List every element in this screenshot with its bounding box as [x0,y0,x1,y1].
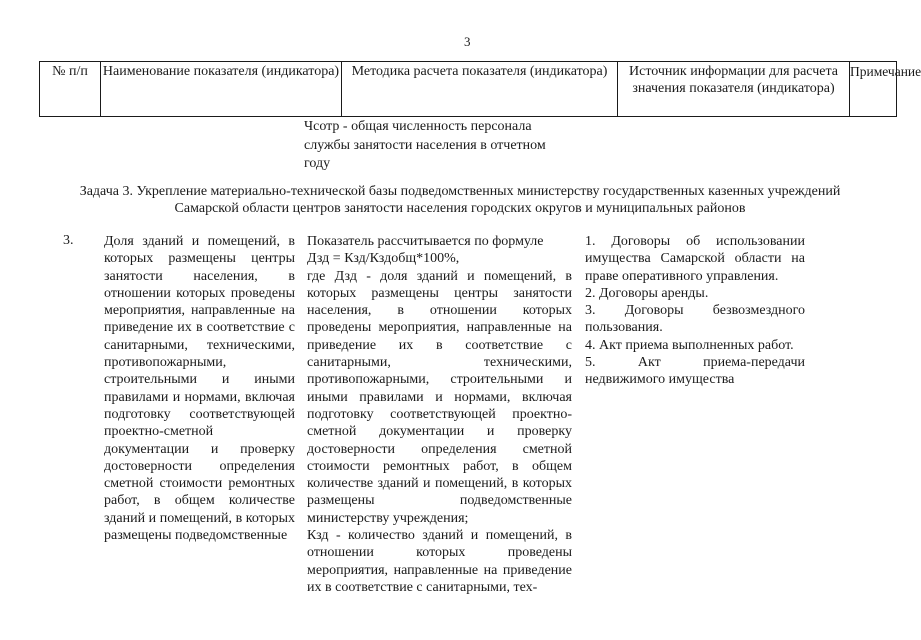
method-definition-dzd: где Дзд - доля зданий и помещений, в которых размещены центры занятости населения, в отношении которых проведены мероприятия, направленные на приведение их в соответствие с санитарными, техническими, противопожарными, строительными и иными правилами и нормами, включая подготовку соответствующей проектно-сметной документации и проверку достоверности определения сметной стоимости ремонтных работ, в общем количестве зданий и помещений, в которых размещены подведомственные министерству учреждения; [307,268,572,526]
header-note: Примечание [849,62,898,116]
header-number: № п/п [52,64,88,79]
method-intro: Показатель рассчитывается по формуле [307,234,544,249]
source-item: 4. Акт приема выполненных работ. [585,337,794,353]
source-item: 5. Акт приема-передачи недвижимого имущества [585,355,805,388]
header-source: Источник информации для расчета значения показателя (индикатора) [617,62,849,116]
page-number: 3 [464,34,471,49]
calculation-method [307,233,572,596]
source-item: 3. Договоры безвозмездного пользования. [585,303,805,336]
source-item: 1. Договоры об использовании имущества Самарской области на праве оперативного управления. [585,234,805,284]
method-definition-kzd: Кзд - количество зданий и помещений, в отношении которых проведены мероприятия, направленные на приведение их в соответствие с санитарными, тех- [307,528,572,595]
row-number: 3. [63,233,74,248]
table-header [39,61,921,117]
information-sources [585,233,805,389]
continuation-text: Чсотр - общая численность персонала службы занятости населения в отчетном году [304,119,546,171]
method-formula: Дзд = Кзд/Кздобщ*100%, [307,251,460,267]
header-method: Методика расчета показателя (индикатора) [341,62,617,116]
task-heading: Задача 3. Укрепление материально-технической базы подведомственных министерству государственных казенных учреждений Самарской области центров занятости населения городских округов и муниципальных районов [79,184,841,216]
indicator-name: Доля зданий и помещений, в которых размещены центры занятости населения, в отношении которых проведены мероприятия, направленные на приведение их в соответствие с санитарными, техническими, противопожарными, строительными и иными правилами и нормами, включая подготовку соответствующей проектно-сметной документации и проверку достоверности определения сметной стоимости ремонтных работ, в общем количестве зданий и помещений, в которых размещены подведомственные [104,234,295,544]
header-indicator-name: Наименование показателя (индикатора) [100,62,341,116]
source-item: 2. Договоры аренды. [585,285,709,301]
